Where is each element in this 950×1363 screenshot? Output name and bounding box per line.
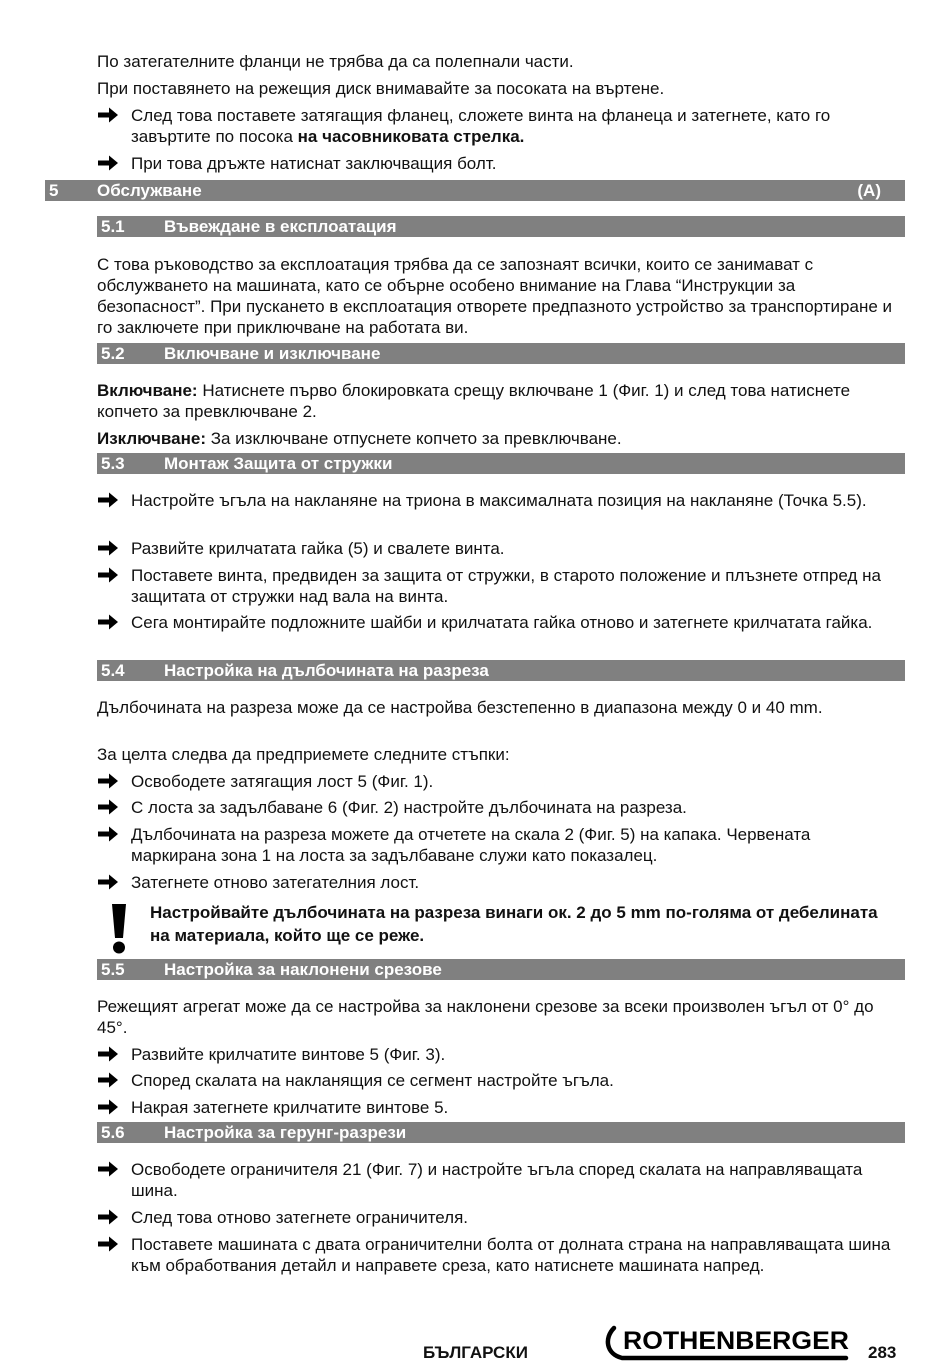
list-item — [97, 565, 897, 607]
list-item-text: Поставете машината с двата ограничителни болта от долната страна на направляващата шина към обработвания детайл и направете среза, като натиснете машината напред. — [131, 1235, 891, 1275]
footer-language: БЪЛГАРСКИ — [423, 1343, 528, 1362]
subsection-number: 5.6 — [101, 1123, 125, 1142]
paragraph: За целта следва да предприемете следните стъпки: — [97, 745, 510, 764]
switch-off-text: За изключване отпуснете копчето за превключване. — [206, 429, 622, 448]
list-item-text: Развийте крилчатите винтове 5 (Фиг. 3). — [131, 1045, 446, 1064]
subsection-title: Въвеждане в експлоатация — [164, 217, 397, 236]
switch-off-paragraph — [97, 428, 897, 449]
subsection-title: Настройка за наклонени срезове — [164, 960, 442, 979]
list-item — [97, 1070, 897, 1091]
rothenberger-logo — [600, 1322, 855, 1362]
switch-on-label: Включване: — [97, 381, 198, 400]
intro-line-1: По затегателните фланци не трябва да са полепнали части. — [97, 52, 574, 71]
brand-name: ROTHENBERGER — [623, 1327, 849, 1355]
list-item-text: Сега монтирайте подложните шайби и крилчатата гайка отново и затегнете крилчатата гайка. — [131, 613, 873, 632]
arrow-right-icon — [97, 1071, 119, 1089]
subsection-title: Включване и изключване — [164, 344, 381, 363]
list-item-text: Дълбочината на разреза можете да отчетете на скала 2 (Фиг. 5) на капака. Червената маркирана зона 1 на лоста за задълбаване служи като показалец. — [131, 825, 811, 865]
arrow-right-icon — [97, 1235, 119, 1253]
subsection-title: Настройка на дълбочината на разреза — [164, 661, 489, 680]
list-item-text — [131, 105, 897, 147]
subsection-number: 5.1 — [101, 217, 125, 236]
subsection-number: 5.5 — [101, 960, 125, 979]
page-number: 283 — [868, 1343, 897, 1362]
list-item-text: Освободете затягащия лост 5 (Фиг. 1). — [131, 772, 434, 791]
list-item-text: При това дръжте натиснат заключващия болт. — [131, 154, 497, 173]
paragraph: С това ръководство за експлоатация трябва да се запознаят всички, които се занимават с обслужването на машината, като се обърне особено внимание на Глава “Инструкции за безопасност”. При пускането в експлоатация отворете предпазното устройство за транспортиране и го заключете при приключване на работата ви. — [97, 255, 893, 337]
list-item-text: След това отново затегнете ограничителя. — [131, 1208, 469, 1227]
arrow-right-icon — [97, 772, 119, 790]
paragraph: Дълбочината на разреза може да се настройва безстепенно в диапазона между 0 и 40 mm. — [97, 698, 823, 717]
list-item-text-regular: След това поставете затягащия фланец, сложете винта на фланеца и затегнете, като го завъртите по посока — [131, 106, 831, 146]
list-item-text: С лоста за задълбаване 6 (Фиг. 2) настройте дълбочината на разреза. — [131, 798, 687, 817]
arrow-right-icon — [97, 1160, 119, 1178]
subsection-heading-5-6 — [97, 1122, 905, 1143]
arrow-right-icon — [97, 613, 119, 631]
arrow-right-icon — [97, 491, 119, 509]
list-item-text: Поставете винта, предвиден за защита от стружки, в старото положение и плъзнете отпред на защитата от стружки над вала на винта. — [131, 566, 881, 606]
subsection-title: Монтаж Защита от стружки — [164, 454, 393, 473]
section-title: Обслужване — [97, 181, 202, 200]
list-item — [97, 612, 897, 633]
switch-on-text: Натиснете първо блокировката срещу включване 1 (Фиг. 1) и след това натиснете копчето за превключване 2. — [97, 381, 851, 421]
subsection-heading-5-4 — [97, 660, 905, 681]
subsection-heading-5-2 — [97, 343, 905, 364]
warning-text: Настройвайте дълбочината на разреза винаги ок. 2 до 5 mm по-голяма от дебелината на материала, който ще се реже. — [150, 903, 878, 945]
subsection-number: 5.3 — [101, 454, 125, 473]
arrow-right-icon — [97, 1098, 119, 1116]
subsection-number: 5.2 — [101, 344, 125, 363]
list-item — [97, 1159, 897, 1201]
list-item-text: Настройте ъгъла на накланяне на триона в максималната позиция на накланяне (Точка 5.5). — [131, 491, 867, 510]
list-item — [97, 797, 897, 818]
arrow-right-icon — [97, 566, 119, 584]
list-item — [97, 105, 897, 147]
arrow-right-icon — [97, 1045, 119, 1063]
subsection-heading-5-5 — [97, 959, 905, 980]
arrow-right-icon — [97, 1208, 119, 1226]
section-figure-tag: (A) — [857, 181, 881, 200]
list-item — [97, 1097, 897, 1118]
list-item — [97, 1044, 897, 1065]
list-item — [97, 872, 897, 893]
subsection-heading-5-3 — [97, 453, 905, 474]
paragraph: Режещият агрегат може да се настройва за наклонени срезове за всеки произволен ъгъл от 0° до 45°. — [97, 997, 874, 1037]
subsection-heading-5-1 — [97, 216, 905, 237]
arrow-right-icon — [97, 873, 119, 891]
list-item-text: Според скалата на накланящия се сегмент настройте ъгъла. — [131, 1071, 614, 1090]
switch-on-paragraph — [97, 380, 897, 422]
warning-note — [97, 901, 897, 947]
list-item — [97, 1207, 897, 1228]
intro-line-2: При поставянето на режещия диск внимавайте за посоката на въртене. — [97, 79, 665, 98]
list-item — [97, 538, 897, 559]
arrow-right-icon — [97, 798, 119, 816]
list-item — [97, 824, 897, 866]
list-item-text-bold: на часовниковата стрелка. — [297, 127, 525, 146]
arrow-right-icon — [97, 539, 119, 557]
list-item — [97, 1234, 897, 1276]
list-item-text: Затегнете отново затегателния лост. — [131, 873, 420, 892]
arrow-right-icon — [97, 154, 119, 172]
list-item — [97, 490, 897, 511]
switch-off-label: Изключване: — [97, 429, 206, 448]
list-item-text: Развийте крилчатата гайка (5) и свалете винта. — [131, 539, 505, 558]
arrow-right-icon — [97, 106, 119, 124]
arrow-right-icon — [97, 825, 119, 843]
list-item-text: Освободете ограничителя 21 (Фиг. 7) и настройте ъгъла според скалата на направляващата шина. — [131, 1160, 863, 1200]
list-item-text: Накрая затегнете крилчатите винтове 5. — [131, 1098, 449, 1117]
section-heading-5 — [45, 180, 905, 201]
list-item — [97, 153, 897, 174]
subsection-number: 5.4 — [101, 661, 125, 680]
section-number: 5 — [49, 181, 59, 200]
list-item — [97, 771, 897, 792]
subsection-title: Настройка за герунг-разрези — [164, 1123, 407, 1142]
